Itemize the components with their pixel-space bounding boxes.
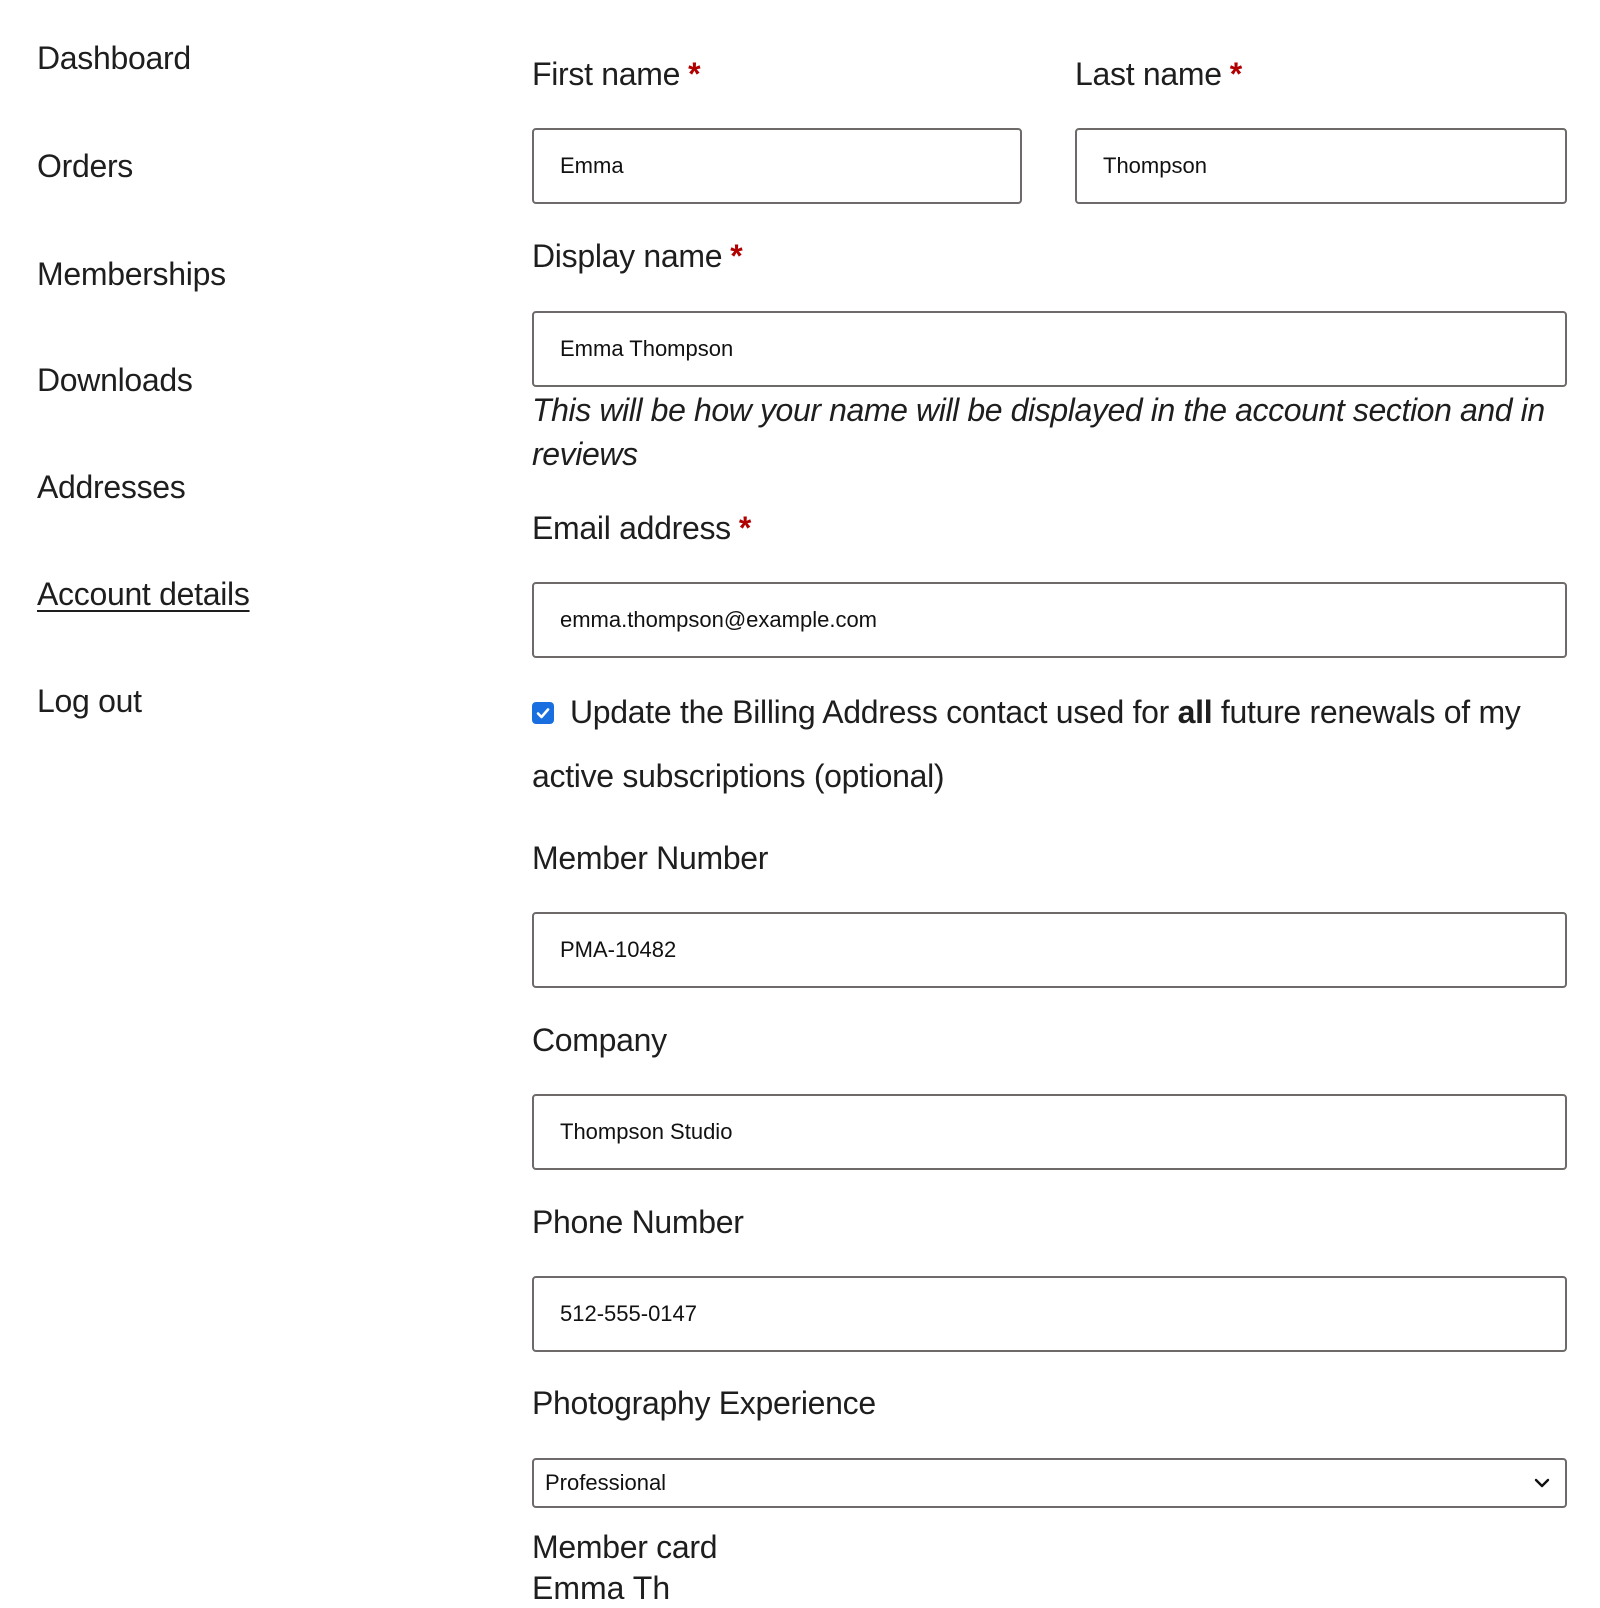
display-name-label <box>532 236 742 276</box>
member-card-name: Emma Th <box>532 1570 671 1606</box>
billing-update-text-before: Update the Billing Address contact used for <box>570 694 1178 730</box>
display-name-hint: This will be how your name will be displayed in the account section and in reviews <box>532 392 1545 472</box>
member-card-label: Member card <box>532 1529 718 1565</box>
billing-update-text-bold: all <box>1177 694 1213 730</box>
nav-downloads[interactable]: Downloads <box>37 362 193 398</box>
member-number-input[interactable] <box>532 912 1567 988</box>
nav-log-out[interactable]: Log out <box>37 683 142 719</box>
required-mark: * <box>730 238 743 274</box>
nav-memberships[interactable]: Memberships <box>37 256 226 292</box>
last-name-input[interactable] <box>1075 128 1567 204</box>
first-name-label-text: First name <box>532 56 681 92</box>
last-name-label-text: Last name <box>1075 56 1222 92</box>
billing-update-text-after: future renewals of my active subscriptions (optional) <box>532 694 1521 794</box>
last-name-label <box>1075 54 1242 94</box>
nav-orders[interactable]: Orders <box>37 148 133 184</box>
display-name-input[interactable] <box>532 311 1567 387</box>
photography-experience-value: Professional <box>545 1470 667 1495</box>
display-name-label-text: Display name <box>532 238 723 274</box>
billing-update-text[interactable] <box>532 680 1572 808</box>
photography-experience-select[interactable] <box>532 1458 1567 1508</box>
required-mark: * <box>688 56 701 92</box>
nav-addresses[interactable]: Addresses <box>37 469 186 505</box>
first-name-input[interactable] <box>532 128 1022 204</box>
first-name-label <box>532 54 700 94</box>
member-number-label: Member Number <box>532 840 769 876</box>
checkmark-icon <box>535 705 551 721</box>
company-label: Company <box>532 1022 667 1058</box>
phone-label: Phone Number <box>532 1204 744 1240</box>
email-label <box>532 508 751 548</box>
nav-account-details[interactable]: Account details <box>37 576 250 612</box>
nav-dashboard[interactable]: Dashboard <box>37 40 191 76</box>
chevron-down-icon <box>1533 1474 1551 1492</box>
billing-update-option <box>532 684 1572 808</box>
photography-experience-label: Photography Experience <box>532 1385 876 1421</box>
company-input[interactable] <box>532 1094 1567 1170</box>
phone-input[interactable] <box>532 1276 1567 1352</box>
required-mark: * <box>738 510 752 546</box>
billing-update-checkbox[interactable] <box>532 702 554 724</box>
email-input[interactable] <box>532 582 1567 658</box>
required-mark: * <box>1229 56 1242 92</box>
email-label-text: Email address <box>532 510 731 546</box>
